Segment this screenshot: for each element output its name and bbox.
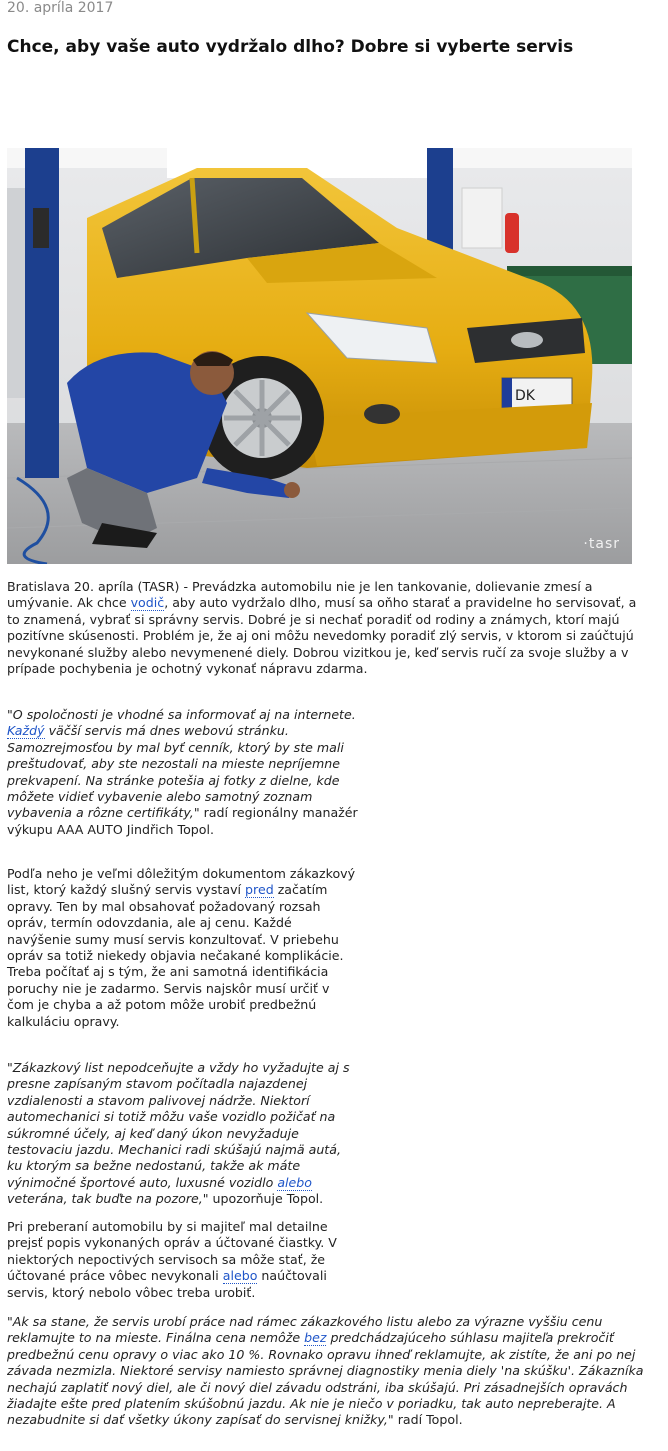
quote-text: predchádzajúceho súhlasu majiteľa prekročiť predbežnú cenu opravy o viac ako 10 %. Rovnako opravu ihneď reklamujte, ak zistíte, že ani po nej závada nezmizla. Niektoré servisy namiesto správnej diagnostiky menia diely 'na skúšku'. Zákazníka nechajú zaplatiť nový diel, ale či nový diel závadu odstráni, iba skúšajú. Pri zásadnejších opravách žiadajte ešte pred platením skúšobnú jazdu. Ak nie je niečo v poriadku, tak auto nepreberajte. A nezabudnite si dať všetky úkony zapísať do servisnej knižky," xyxy=(7,1330,644,1428)
paragraph-text: Pri preberaní automobilu by si majiteľ mal detailne prejsť popis vykonaných opráv a účtované čiastky. V niektorých nepoctivých servisoch sa môže stať, že účtované práce vôbec nevykonali xyxy=(7,1219,337,1284)
inline-link-pred[interactable]: pred xyxy=(245,882,274,898)
attribution-text: radí regionálny manažér výkupu AAA AUTO Jindřich Topol. xyxy=(7,805,358,837)
paragraph-quote-2 xyxy=(7,1060,359,1208)
inline-link-alebo-1[interactable]: alebo xyxy=(277,1174,313,1190)
paragraph-quote-3 xyxy=(7,1314,647,1429)
article-photo xyxy=(7,148,632,564)
quote-text: "Ak sa stane, že servis urobí práce nad rámec zákazkového listu alebo za výrazne vyššiu cenu reklamujte to na mieste. Finálna cena nemôže xyxy=(7,1314,603,1346)
paragraph-order-sheet xyxy=(7,866,359,1030)
car-service-illustration xyxy=(7,148,632,564)
quote-text: väčší servis má dnes webovú stránku. Samozrejmosťou by mal byť cenník, ktorý by ste mali preštudovať, aby ste nezostali na mieste nepríjemne prekvapení. Na stránke potešia aj fotky z dielne, kde môžete vidieť vybavenie alebo samotný zoznam vybavenia a rôzne certifikáty," xyxy=(7,723,344,821)
license-plate-text: DK xyxy=(515,388,535,404)
quote-text: "Zákazkový list nepodceňujte a vždy ho vyžadujte aj s presne zapísaným stavom počítadla najazdenej vzdialenosti a stavom palivovej nádrže. Niektorí automechanici si totiž môžu vaše vozidlo požičať na súkromné účely, aj keď daný úkon nevyžaduje testovaciu jazdu. Mechanici radi skúšajú najmä autá, ku ktorým sa bežne nedostanú, takže ak máte výnimočné športové auto, luxusné vozidlo xyxy=(7,1060,350,1190)
paragraph-text: , aby auto vydržalo dlho, musí sa oňho starať a pravidelne ho servisovať, a to znamená, vybrať si správny servis. Dobré je si nechať poradiť od rodiny a známych, ktorí majú pozitívne skúsenosti. Problém je, že aj oni môžu nevedomky poradiť zlý servis, v ktorom si zaúčtujú nevykonané služby alebo nevymenené diely. Dobrou vizitkou je, keď servis ručí za svoje služby a v prípade pochybenia je ochotný vykonať nápravu zdarma. xyxy=(7,595,637,677)
paragraph-quote-1 xyxy=(7,707,359,838)
paragraph-handover xyxy=(7,1219,359,1301)
attribution-text: radí Topol. xyxy=(393,1412,463,1428)
paragraph-intro xyxy=(7,579,647,677)
paragraph-text: naúčtovali servis, ktorý nebolo vôbec treba urobiť. xyxy=(7,1268,327,1300)
inline-link-kazdy[interactable]: Každý xyxy=(7,723,45,739)
article-date: 20. apríla 2017 xyxy=(7,0,114,16)
paragraph-text: Bratislava 20. apríla (TASR) - Prevádzka automobilu nie je len tankovanie, dolievanie zmesí a umývanie. Ak chce xyxy=(7,579,593,611)
photo-watermark: ·tasr xyxy=(583,536,620,552)
quote-text: veterána, tak buďte na pozore," xyxy=(7,1191,209,1207)
inline-link-bez[interactable]: bez xyxy=(304,1330,327,1346)
inline-link-vodic[interactable]: vodič xyxy=(130,595,165,611)
paragraph-text: začatím opravy. Ten by mal obsahovať požadovaný rozsah opráv, termín odovzdania, ale aj cenu. Každé navýšenie sumy musí servis konzultovať. V priebehu opráv sa totiž niekedy objavia nečakané komplikácie. Treba počítať aj s tým, že ani samotná identifikácia poruchy nie je zadarmo. Servis najskôr musí určiť v čom je chyba a až potom môže urobiť predbežnú kalkuláciu opravy. xyxy=(7,882,344,1029)
inline-link-alebo-2[interactable]: alebo xyxy=(222,1268,258,1284)
article-title: Chce, aby vaše auto vydržalo dlho? Dobre si vyberte servis xyxy=(7,37,574,57)
attribution-text: upozorňuje Topol. xyxy=(208,1191,324,1207)
quote-text: "O spoločnosti je vhodné sa informovať aj na internete. xyxy=(7,707,356,722)
paragraph-text: Podľa neho je veľmi dôležitým dokumentom zákazkový list, ktorý každý slušný servis vystaví xyxy=(7,866,356,898)
